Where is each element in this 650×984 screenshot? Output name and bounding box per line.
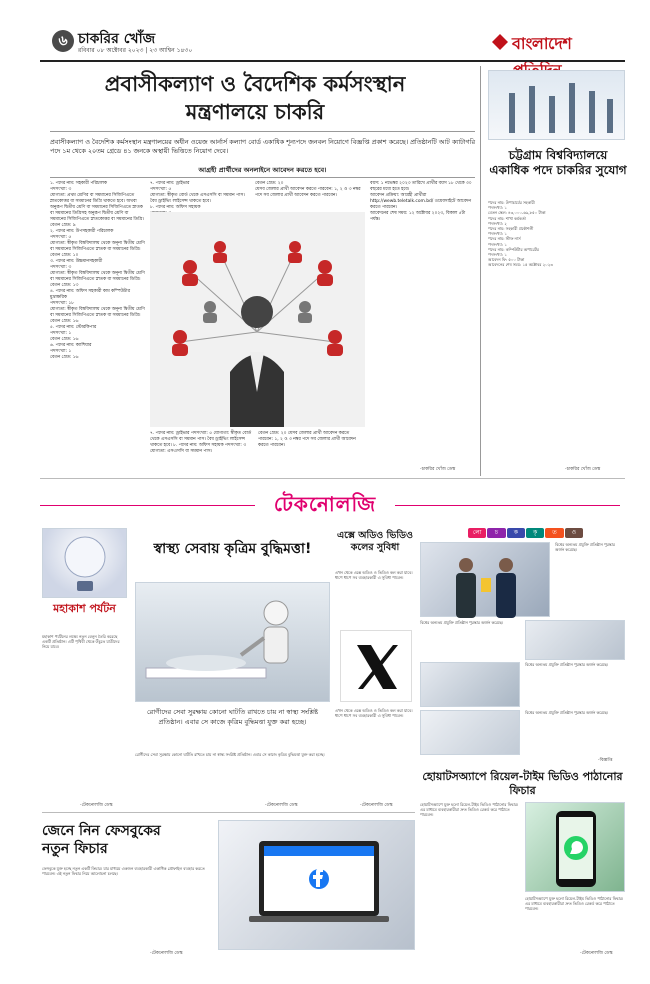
award-people-icon <box>421 543 551 618</box>
issue-date: রবিবার ০৮ অক্টোবর ২০২৩ | ২৩ আশ্বিন ১৪৩০ <box>78 47 193 54</box>
divider <box>50 177 475 178</box>
x-body: এখন থেকে এক্সে অডিও ও ভিডিও কল করা যাবে। ধাপে ধাপে সব ব্যবহারকারী এ সুবিধা পাবেন। <box>335 570 413 581</box>
x-logo-icon <box>341 631 413 703</box>
pill-item: কৃ <box>526 528 544 538</box>
article-column-2: ৭. পদের নাম: ড্রাইভার পদসংখ্যা: ৫ যোগ্যতা: স্বীকৃত বোর্ড থেকে এসএসসি বা সমমান পাস। বৈধ ড্রাইভিং লাইসেন্স থাকতে হবে। ৮. পদের নাম: অফিস সহায়ক <box>150 181 245 210</box>
business-people-image <box>488 70 625 140</box>
pill-item: ত <box>545 528 563 538</box>
fb-title-line1: জেনে নিন ফেসবুকের <box>42 823 161 839</box>
network-people-icon <box>150 212 365 427</box>
x-body-continued: এখন থেকে এক্সে অডিও ও ভিডিও কল করা যাবে। ধাপে ধাপে সব ব্যবহারকারী এ সুবিধা পাবেন। <box>335 708 413 719</box>
sidebar-ad-title: চট্টগ্রাম বিশ্ববিদ্যালয়ে একাধিক পদে চাকরির সুযোগ <box>489 148 627 177</box>
event-photo-1 <box>525 620 625 660</box>
category-pill <box>468 528 583 538</box>
brand-logo <box>490 30 620 54</box>
robot-doctor-icon <box>136 583 331 703</box>
brand-name: বাংলাদেশ <box>512 34 572 53</box>
whatsapp-image <box>525 802 625 892</box>
fb-title-line2: নতুন ফিচার <box>42 841 108 857</box>
divider <box>50 131 475 132</box>
section-title: চাকরির খোঁজ <box>78 31 156 47</box>
ai-body: রোগীদের সেবা সুরক্ষায় কোনো ঘাটতি রাখতে চায় না স্বাস্থ্য সংশ্লিষ্ট প্রতিষ্ঠান। এবার সে কাজে কৃত্রিম বুদ্ধিমত্তা যুক্ত করা হচ্ছে। <box>146 708 319 726</box>
fb-body: ফেসবুকে যুক্ত হচ্ছে নতুন একটি ফিচার। যার মাধ্যমে একজন ব্যবহারকারী একাধিক প্রোফাইল ব্যবহার করতে পারবেন। এই নতুন ফিচার নিয়ে আলোচনা চলছে। <box>42 866 205 877</box>
whatsapp-credit: -টেকনোলজি ডেস্ক <box>580 951 613 956</box>
event-photo-3 <box>420 710 520 755</box>
event-body-2: বিশ্বের অন্যতম প্রযুক্তি প্রতিষ্ঠান পুরস্কার অর্জন করেছে। <box>525 710 609 715</box>
whatsapp-title: হোয়াটসঅ্যাপে রিয়েল-টাইম ভিডিও পাঠানোর ফিচার <box>422 770 623 797</box>
article-column-3: বেতন গ্রেড: ২০ যেসব জেলার প্রার্থী আবেদন করতে পারবেন: ১, ২ ও ৩ নম্বর পদে সব জেলার প্রার্থী আবেদন করতে পারবেন। <box>255 181 361 198</box>
pill-item: চ <box>487 528 505 538</box>
article-column-3-continued: বেতন গ্রেড: ২০ যেসব জেলার প্রার্থী আবেদন করতে পারবেন: ১, ২ ও ৩ নম্বর পদে সব জেলার প্রার্থী আবেদন করতে পারবেন। <box>258 431 356 448</box>
pill-item: ক <box>507 528 525 538</box>
x-credit: -টেকনোলজি ডেস্ক <box>360 803 393 808</box>
recruitment-illustration <box>150 212 365 427</box>
tech-banner: টেকনোলজি <box>255 490 395 520</box>
ai-body-details: রোগীদের সেবা সুরক্ষায় কোনো ঘাটতি রাখতে চায় না স্বাস্থ্য সংশ্লিষ্ট প্রতিষ্ঠান। এবার সে কাজে কৃত্রিম বুদ্ধিমত্তা যুক্ত করা হচ্ছে। <box>135 752 325 757</box>
event-body: বিশ্বের অন্যতম প্রযুক্তি প্রতিষ্ঠান পুরস্কার অর্জন করেছে। <box>525 662 609 667</box>
whatsapp-phone-icon <box>526 803 626 893</box>
event-photo-2 <box>420 662 520 707</box>
award-body-continued: বিশ্বের অন্যতম প্রযুক্তি প্রতিষ্ঠান পুরস্কার অর্জন করেছে। <box>420 620 504 625</box>
whatsapp-body: হোয়াটসঅ্যাপে যুক্ত হলো রিয়েল-টাইম ভিডিও পাঠানোর ফিচার। এর মাধ্যমে ব্যবহারকারীরা দ্রুত ভিডিও রেকর্ড করে পাঠাতে পারবেন। <box>420 802 519 818</box>
headline-line1: প্রবাসীকল্যাণ ও বৈদেশিক কর্মসংস্থান <box>104 72 406 96</box>
space-credit: -টেকনোলজি ডেস্ক <box>80 803 113 808</box>
article-intro: প্রবাসীকল্যাণ ও বৈদেশিক কর্মসংস্থান মন্ত্রণালয়ের অধীন ওয়েজ আর্নার্স কল্যাণ বোর্ড একাধিক শূন্যপদে জনবল নিয়োগে বিজ্ঞপ্তি প্রকাশ করেছে। প্রতিষ্ঠানটি আট ক্যাটাগরি পদে ১ম থেকে ২০তম গ্রেডে ৪১ জনকে অস্থায়ী ভিত্তিতে নিয়োগ দেবে। <box>50 138 475 155</box>
sidebar-credit: -চাকরির খোঁজ ডেস্ক <box>565 467 601 472</box>
article-column-1: ১. পদের নাম: সহকারী পরিচালক পদসংখ্যা: ৩ যোগ্যতা: প্রথম শ্রেণির বা সমমানের সিজিপিএতে স্নাতকোত্তর বা সমমানের ডিগ্রি থাকতে হবে। অথবা অনুরূপ দ্বিতীয় শ্রেণি বা সমমানের সিজিপিএতে স্নাতক বা সমমানের ডিগ্রিসহ অনুরূপ দ্বিতীয় শ্রেণি বা সমমানের সিজিপিএতে স্নাতকোত্তর বা সমমানের ডিগ্রি। বেতন গ্রেড: ৯ ২. পদের নাম: উপসহকারী পরিচালক পদসংখ্যা: ৫ যোগ্যতা: স্বীকৃত বিশ্ববিদ্যালয় থেকে অনূন্য দ্বিতীয় শ্রেণি বা সমমানের সিজিপিএতে স্নাতক বা সমমানের ডিগ্রি। বেতন গ্রেড: ১০ ৩. পদের নাম: উচ্চমানসহকারী পদসংখ্যা: ৩ যোগ্যতা: স্বীকৃত বিশ্ববিদ্যালয় থেকে অনূন্য দ্বিতীয় শ্রেণি বা সমমানের সিজিপিএতে স্নাতক বা সমমানের ডিগ্রি। বেতন গ্রেড: ১৩ ৪. পদের নাম: অফিস সহকারী কাম কম্পিউটার মুদ্রাক্ষরিক পদসংখ্যা: ১৮ যোগ্যতা: স্বীকৃত বিশ্ববিদ্যালয় থেকে অনূন্য দ্বিতীয় শ্রেণি বা সমমানের সিজিপিএতে স্নাতক বা সমমানের ডিগ্রি। বেতন গ্রেড: ১৬ ৫. পদের নাম: স্টোরকিপার পদসংখ্যা: ১ বেতন গ্রেড: ১৬ ৬. পদের নাম: ক্যাশিয়ার পদসংখ্যা: ১ বেতন গ্রেড: ১৬ <box>50 181 145 360</box>
sidebar-divider <box>480 66 481 476</box>
article-column-4: বয়স: ১ নভেম্বর ২০২৩ তারিখে প্রার্থীর বয়স ১৮ থেকে ৩০ বছরের মধ্যে হতে হবে। আবেদন প্রক্রিয়া: আগ্রহী প্রার্থীরা http://wewb.teletalk.com.bd/ ওয়েবসাইটে আবেদন করতে পারবেন। আবেদনের শেষ সময়: ১২ অক্টোবর ২০২৩, বিকাল ৫টা পর্যন্ত। <box>370 181 472 222</box>
space-body: মহাকাশ পর্যটনের লক্ষ্যে নতুন বেলুন তৈরি করেছে একটি প্রতিষ্ঠান। এটি পৃথিবী থেকে উঁচুতে যাত্রীদের নিয়ে যাবে। <box>42 634 120 650</box>
award-body: বিশ্বের অন্যতম প্রযুক্তি প্রতিষ্ঠান পুরস্কার অর্জন করেছে। <box>555 542 615 553</box>
pill-item: লো <box>468 528 486 538</box>
award-photo <box>420 542 550 617</box>
article-call: আগ্রহী প্রার্থীদের অনলাইনে আবেদন করতে হবে। <box>198 166 327 174</box>
divider <box>42 812 415 813</box>
page-number: ৬ <box>52 30 74 52</box>
space-balloon-image <box>42 528 127 598</box>
award-credit: -বিজ্ঞপ্তি <box>598 758 613 763</box>
whatsapp-body-continued: হোয়াটসঅ্যাপে যুক্ত হলো রিয়েল-টাইম ভিডিও পাঠানোর ফিচার। এর মাধ্যমে ব্যবহারকারীরা দ্রুত ভিডিও রেকর্ড করে পাঠাতে পারবেন। <box>525 896 624 912</box>
x-logo-image <box>340 630 412 702</box>
business-team-icon <box>489 71 626 141</box>
main-headline <box>40 70 470 126</box>
header-rule <box>40 60 625 62</box>
ai-robot-image <box>135 582 330 702</box>
fb-laptop-image <box>218 820 415 950</box>
ai-credit: -টেকনোলজি ডেস্ক <box>265 803 298 808</box>
fb-title <box>42 822 212 858</box>
balloon-icon <box>43 529 128 599</box>
headline-line2: মন্ত্রণালয়ে চাকরি <box>185 100 325 124</box>
space-title: মহাকাশ পর্যটন <box>53 602 116 615</box>
facebook-laptop-icon <box>219 821 416 951</box>
sidebar-ad-body: পদের নাম: উপাচার্যের সহকারী পদসংখ্যা: ১ বেতন স্কেল: ৪৩,০০০-৬৯,৮৫০ টাকা পদের নাম: শাখা কর্মকর্তা পদসংখ্যা: ২ পদের নাম: সহকারী প্রকৌশলী পদসংখ্যা: ১ পদের নাম: স্টাফ নার্স পদসংখ্যা: ১ পদের নাম: কম্পিউটার অপারেটর পদসংখ্যা: ১ আবেদন ফি: ৫০০ টাকা আবেদনের শেষ সময়: ১৫ অক্টোবর ২০২৩ <box>488 200 553 268</box>
section-rule <box>40 478 625 479</box>
x-title: এক্সে অডিও ভিডিও কলের সুবিধা <box>336 530 414 553</box>
article-column-2-continued: ৭. পদের নাম: ড্রাইভার পদসংখ্যা: ৫ যোগ্যতা: স্বীকৃত বোর্ড থেকে এসএসসি বা সমমান পাস। বৈধ ড্রাইভিং লাইসেন্স থাকতে হবে। ৮. পদের নাম: অফিস সহায়ক পদসংখ্যা: ৩ যোগ্যতা: এসএসসি বা সমমান পাস। <box>150 431 252 454</box>
article-credit: -চাকরির খোঁজ ডেস্ক <box>420 467 456 472</box>
ai-title: স্বাস্থ্য সেবায় কৃত্রিম বুদ্ধিমত্তা! <box>153 541 312 557</box>
fb-credit: -টেকনোলজি ডেস্ক <box>150 951 183 956</box>
pill-item: ও <box>565 528 583 538</box>
